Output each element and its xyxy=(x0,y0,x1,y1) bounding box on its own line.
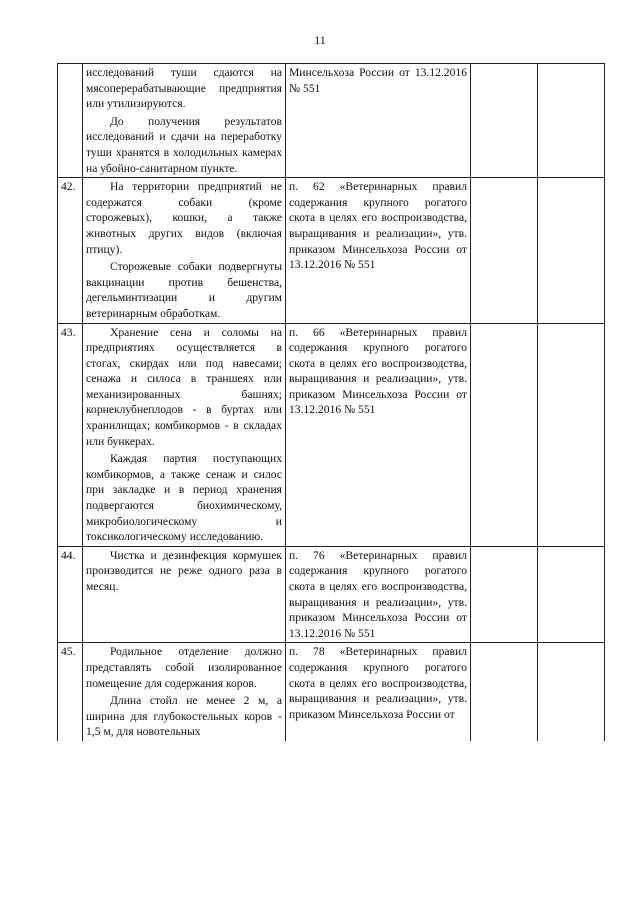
empty-cell xyxy=(538,323,605,546)
requirement-paragraph: Каждая партия поступающих комбикормов, а также сенаж и силос при закладке и в период хранения подвергаются биохимическому, микробиологическому и токсикологическому исследованию. xyxy=(86,452,282,544)
empty-cell xyxy=(471,323,538,546)
empty-cell xyxy=(471,643,538,741)
requirement-paragraph: На территории предприятий не содержатся собаки (кроме сторожевых), кошки, а также животных других видов (включая птицу). xyxy=(86,180,282,256)
table-row xyxy=(58,546,605,643)
requirements-table xyxy=(57,63,605,741)
table-row xyxy=(58,643,605,741)
row-number: 43. xyxy=(58,323,83,546)
empty-cell xyxy=(471,178,538,323)
empty-cell xyxy=(471,64,538,178)
requirement-cell xyxy=(83,64,286,178)
row-number: 42. xyxy=(58,178,83,323)
empty-cell xyxy=(538,64,605,178)
empty-cell xyxy=(538,546,605,643)
table-row xyxy=(58,323,605,546)
empty-cell xyxy=(538,643,605,741)
legal-basis-cell: Минсельхоза России от 13.12.2016 № 551 xyxy=(286,64,471,178)
table-row xyxy=(58,178,605,323)
requirement-cell xyxy=(83,178,286,323)
requirement-paragraph: Родильное отделение должно представлять собой изолированное помещение для содержания коров. xyxy=(86,645,282,690)
legal-basis-cell: п. 78 «Ветеринарных правил содержания крупного рогатого скота в целях его воспроизводства, выращивания и реализации», утв. приказом Минсельхоза России от xyxy=(286,643,471,741)
row-number: 45. xyxy=(58,643,83,741)
empty-cell xyxy=(471,546,538,643)
legal-basis-cell: п. 66 «Ветеринарных правил содержания крупного рогатого скота в целях его воспроизводства, выращивания и реализации», утв. приказом Минсельхоза России от 13.12.2016 № 551 xyxy=(286,323,471,546)
page-number: 11 xyxy=(314,33,326,47)
requirement-paragraph: До получения результатов исследований и сдачи на переработку туши хранятся в холодильных камерах на убойно-санитарном пункте. xyxy=(86,114,282,175)
legal-basis-cell: п. 62 «Ветеринарных правил содержания крупного рогатого скота в целях его воспроизводства, выращивания и реализации», утв. приказом Минсельхоза России от 13.12.2016 № 551 xyxy=(286,178,471,323)
requirement-cell xyxy=(83,546,286,643)
requirement-cell xyxy=(83,323,286,546)
legal-basis-cell: п. 76 «Ветеринарных правил содержания крупного рогатого скота в целях его воспроизводства, выращивания и реализации», утв. приказом Минсельхоза России от 13.12.2016 № 551 xyxy=(286,546,471,643)
row-number: 44. xyxy=(58,546,83,643)
table-row xyxy=(58,64,605,178)
requirement-cell xyxy=(83,643,286,741)
row-number xyxy=(58,64,83,178)
requirement-paragraph: Сторожевые собаки подвергнуты вакцинации против бешенства, дегельминтизации и другим ветеринарным обработкам. xyxy=(86,260,282,320)
requirement-paragraph: Чистка и дезинфекция кормушек производится не реже одного раза в месяц. xyxy=(86,548,282,593)
requirement-paragraph: Длина стойл не менее 2 м, а ширина для глубокостельных коров - 1,5 м, для новотельных xyxy=(86,694,282,739)
requirement-paragraph: исследований туши сдаются на мясоперерабатывающие предприятия или утилизируются. xyxy=(86,66,282,111)
requirement-paragraph: Хранение сена и соломы на предприятиях осуществляется в стогах, скирдах или под навесами; сенажа и силоса в траншеях или механизированных башнях; корнеклубнеплодов - в буртах или хранилищах; комбикормов - в складах или бункерах. xyxy=(86,325,282,448)
empty-cell xyxy=(538,178,605,323)
